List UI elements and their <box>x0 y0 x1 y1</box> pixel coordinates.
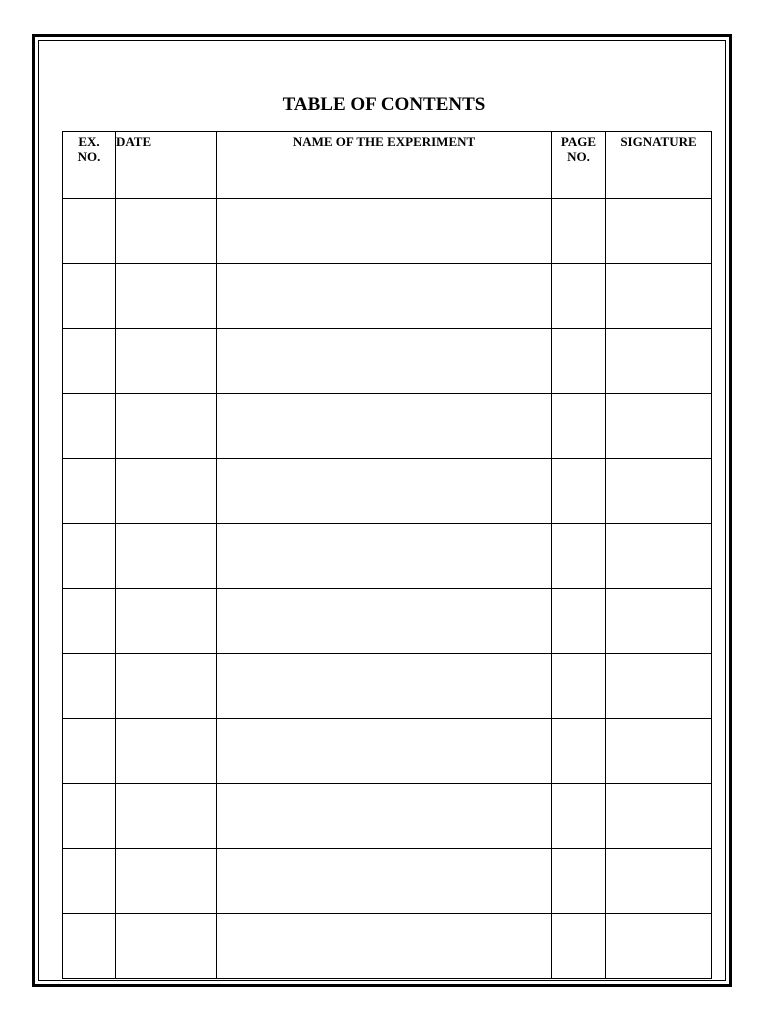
cell-experiment-name <box>217 784 552 849</box>
cell-page-no <box>552 849 606 914</box>
page-title: TABLE OF CONTENTS <box>282 94 486 115</box>
cell-ex-no <box>63 459 116 524</box>
cell-date <box>116 914 217 979</box>
cell-signature <box>606 589 712 654</box>
cell-experiment-name <box>217 199 552 264</box>
column-header-page-no <box>552 132 606 199</box>
cell-experiment-name <box>217 914 552 979</box>
cell-ex-no <box>63 589 116 654</box>
column-header-ex-no <box>63 132 116 199</box>
cell-page-no <box>552 459 606 524</box>
column-header-line: DATE <box>116 134 152 149</box>
column-header-line: SIGNATURE <box>620 134 697 149</box>
cell-experiment-name <box>217 329 552 394</box>
table-row <box>63 394 712 459</box>
table-row <box>63 459 712 524</box>
column-header-date <box>116 132 217 199</box>
cell-date <box>116 524 217 589</box>
column-header-line: EX. <box>78 134 100 149</box>
cell-date <box>116 719 217 784</box>
column-header-experiment-name <box>217 132 552 199</box>
cell-page-no <box>552 914 606 979</box>
table-row <box>63 784 712 849</box>
cell-ex-no <box>63 394 116 459</box>
column-header-line: NO. <box>567 149 590 164</box>
cell-page-no <box>552 589 606 654</box>
cell-signature <box>606 914 712 979</box>
cell-ex-no <box>63 719 116 784</box>
cell-page-no <box>552 394 606 459</box>
cell-signature <box>606 459 712 524</box>
table-row <box>63 849 712 914</box>
cell-signature <box>606 264 712 329</box>
table-row <box>63 589 712 654</box>
cell-page-no <box>552 654 606 719</box>
cell-signature <box>606 784 712 849</box>
table-row <box>63 329 712 394</box>
cell-page-no <box>552 524 606 589</box>
cell-signature <box>606 524 712 589</box>
cell-page-no <box>552 784 606 849</box>
cell-ex-no <box>63 329 116 394</box>
cell-page-no <box>552 329 606 394</box>
cell-experiment-name <box>217 394 552 459</box>
cell-ex-no <box>63 264 116 329</box>
cell-date <box>116 329 217 394</box>
cell-date <box>116 394 217 459</box>
cell-date <box>116 589 217 654</box>
cell-signature <box>606 654 712 719</box>
cell-ex-no <box>63 914 116 979</box>
cell-signature <box>606 849 712 914</box>
cell-ex-no <box>63 784 116 849</box>
cell-signature <box>606 329 712 394</box>
column-header-line: NAME OF THE EXPERIMENT <box>292 134 476 149</box>
cell-ex-no <box>63 199 116 264</box>
cell-experiment-name <box>217 589 552 654</box>
table-row <box>63 719 712 784</box>
table-row <box>63 654 712 719</box>
cell-date <box>116 784 217 849</box>
cell-ex-no <box>63 524 116 589</box>
cell-experiment-name <box>217 719 552 784</box>
cell-date <box>116 849 217 914</box>
cell-experiment-name <box>217 849 552 914</box>
column-header-signature <box>606 132 712 199</box>
cell-date <box>116 654 217 719</box>
cell-date <box>116 459 217 524</box>
cell-experiment-name <box>217 654 552 719</box>
contents-table <box>62 131 712 979</box>
cell-experiment-name <box>217 459 552 524</box>
cell-signature <box>606 394 712 459</box>
table-header-row <box>63 132 712 199</box>
table-row <box>63 199 712 264</box>
cell-page-no <box>552 719 606 784</box>
cell-date <box>116 264 217 329</box>
cell-page-no <box>552 264 606 329</box>
table-body <box>63 199 712 979</box>
cell-ex-no <box>63 654 116 719</box>
cell-date <box>116 199 217 264</box>
table-row <box>63 914 712 979</box>
cell-signature <box>606 199 712 264</box>
table-row <box>63 264 712 329</box>
column-header-line: PAGE <box>560 134 597 149</box>
cell-signature <box>606 719 712 784</box>
cell-experiment-name <box>217 264 552 329</box>
cell-ex-no <box>63 849 116 914</box>
column-header-line: NO. <box>77 149 101 164</box>
cell-page-no <box>552 199 606 264</box>
cell-experiment-name <box>217 524 552 589</box>
table-row <box>63 524 712 589</box>
